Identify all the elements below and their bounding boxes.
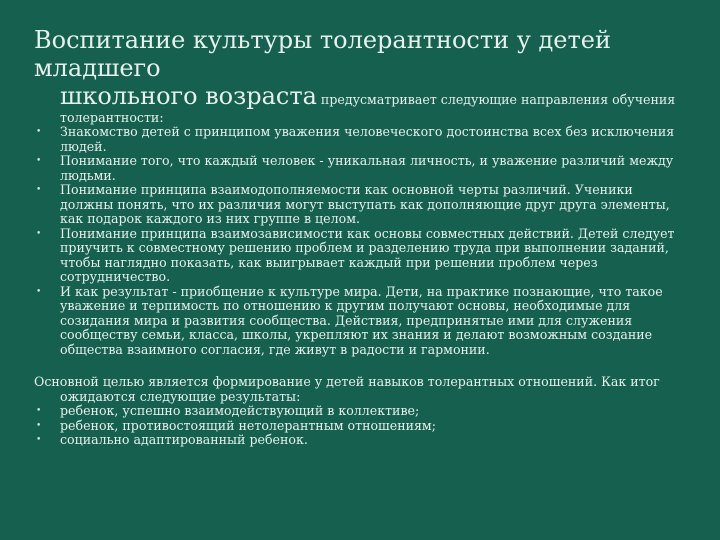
goal-line-2: ожидаются следующие результаты: bbox=[60, 388, 301, 404]
title-line-2 bbox=[34, 82, 686, 110]
bullet-icon: • bbox=[36, 228, 42, 239]
list-item: • ребенок, противостоящий нетолерантным отношениям; bbox=[36, 417, 436, 433]
title-line-3: толерантности: bbox=[60, 110, 164, 125]
bullet-icon: • bbox=[36, 420, 42, 431]
goal-paragraph bbox=[34, 375, 686, 404]
slide-title bbox=[34, 26, 686, 125]
title-line-1: Воспитание культуры толерантности у детей младшего bbox=[34, 26, 611, 82]
title-emphasis: школьного возраста bbox=[60, 82, 317, 110]
list-item: • Понимание принципа взаимозависимости как основы совместных действий. Детей следует приучить к совместному решению проблем и разделению труда при выполнении заданий, чтобы наглядно показать, как выигрывает каждый при решении проблем через сотрудничество. bbox=[36, 225, 675, 284]
list-item: • ребенок, успешно взаимодействующий в коллективе; bbox=[36, 403, 420, 418]
directions-list bbox=[34, 125, 686, 357]
list-item: • Знакомство детей с принципом уважения человеческого достоинства всех без исключения людей. bbox=[36, 124, 675, 154]
bullet-icon: • bbox=[36, 127, 42, 137]
results-list bbox=[34, 404, 686, 448]
list-item: • И как результат - приобщение к культуре мира. Дети, на практике познающие, что такое уважение и терпимость по отношению к другим получают основы, необходимые для созидания мира и развития сообщества. Действия, предпринятые ими для служения сообществу семьи, класса, школы, укрепляют их знания и делают возможным создание общества взаимного согласия, где живут в радости и гармонии. bbox=[36, 283, 663, 357]
bullet-icon: • bbox=[36, 435, 42, 445]
bullet-icon: • bbox=[36, 286, 42, 297]
bullet-icon: • bbox=[36, 185, 42, 195]
list-item: • социально адаптированный ребенок. bbox=[36, 432, 308, 447]
goal-line-1: Основной целью является формирование у детей навыков толерантных отношений. Как итог bbox=[34, 374, 660, 389]
list-item: • Понимание принципа взаимодополняемости как основной черты различий. Ученики должны понять, что их различия могут выступать как дополняющие друг друга элементы, как подарок каждого из них группе в целом. bbox=[36, 182, 670, 226]
list-item: • Понимание того, что каждый человек - уникальная личность, и уважение различий между людьми. bbox=[36, 153, 674, 183]
bullet-icon: • bbox=[36, 156, 42, 166]
bullet-icon: • bbox=[36, 406, 42, 416]
title-tail: предусматривает следующие направления обучения bbox=[316, 92, 676, 107]
